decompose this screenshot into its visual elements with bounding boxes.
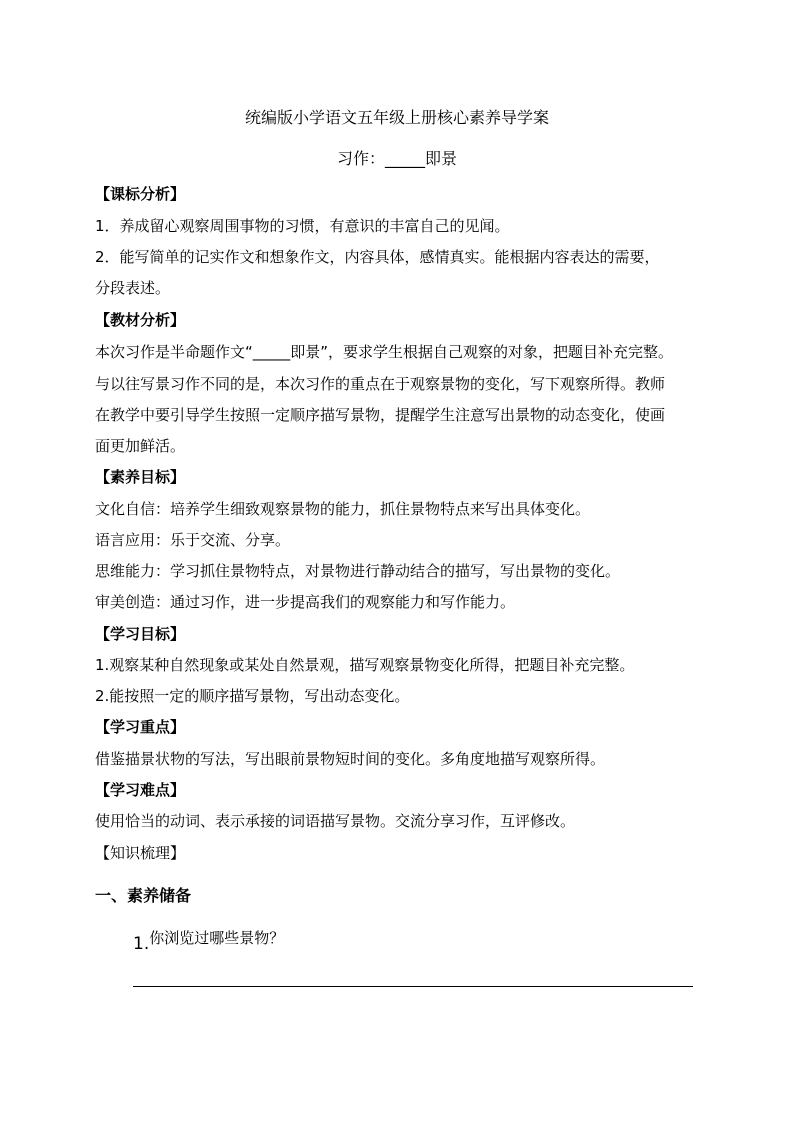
question-1-number: 1. — [133, 934, 150, 954]
question-1-text: 你浏览过哪些景物？ — [149, 929, 285, 947]
paragraph-line: 借鉴描景状物的写法，写出眼前景物短时间的变化。多角度地描写观察所得。 — [95, 750, 606, 768]
paragraph-line: 2.能按照一定的顺序描写景物，写出动态变化。 — [95, 687, 410, 705]
document-subtitle: 习作：_____即景 — [336, 149, 457, 168]
paragraph-line: 分段表述。 — [95, 279, 171, 297]
question-1 — [133, 928, 533, 954]
paragraph-line: 语言应用：乐于交流、分享。 — [95, 531, 291, 549]
paragraph-line: 本次习作是半命题作文“_____即景”，要求学生根据自己观察的对象，把题目补充完整。 — [95, 343, 674, 361]
paragraph-line: 2．能写简单的记实作文和想象作文，内容具体，感情真实。能根据内容表达的需要， — [95, 248, 660, 266]
paragraph-line: 与以往写景习作不同的是，本次习作的重点在于观察景物的变化，写下观察所得。教师 — [95, 375, 666, 393]
document-title: 统编版小学语文五年级上册核心素养导学案 — [244, 108, 549, 127]
paragraph-line: 1．养成留心观察周围事物的习惯，有意识的丰富自己的见闻。 — [95, 217, 510, 235]
section-heading-curriculum-analysis: 【课标分析】 — [95, 185, 186, 203]
paragraph-line: 使用恰当的动词、表示承接的词语描写景物。交流分享习作，互评修改。 — [95, 812, 576, 830]
paragraph-line: 审美创造：通过习作，进一步提高我们的观察能力和写作能力。 — [95, 593, 516, 611]
paragraph-line: 在教学中要引导学生按照一定顺序描写景物，提醒学生注意写出景物的动态变化，使画 — [95, 406, 666, 424]
section-heading-textbook-analysis: 【教材分析】 — [95, 311, 186, 329]
paragraph-line: 思维能力：学习抓住景物特点，对景物进行静动结合的描写，写出景物的变化。 — [95, 562, 621, 580]
section-heading-knowledge-review: 【知识梳理】 — [95, 844, 186, 862]
section-heading-difficulties: 【学习难点】 — [95, 781, 186, 799]
part-one-title: 一、素养储备 — [95, 886, 192, 905]
paragraph-line: 面更加鲜活。 — [95, 437, 186, 455]
section-heading-learning-goals: 【学习目标】 — [95, 625, 186, 643]
paragraph-line: 文化自信：培养学生细致观察景物的能力，抓住景物特点来写出具体变化。 — [95, 500, 591, 518]
paragraph-line: 1.观察某种自然现象或某处自然景观，描写观察景物变化所得，把题目补充完整。 — [95, 656, 635, 674]
section-heading-literacy-goals: 【素养目标】 — [95, 468, 186, 486]
answer-line[interactable] — [133, 986, 693, 987]
section-heading-key-points: 【学习重点】 — [95, 718, 186, 736]
